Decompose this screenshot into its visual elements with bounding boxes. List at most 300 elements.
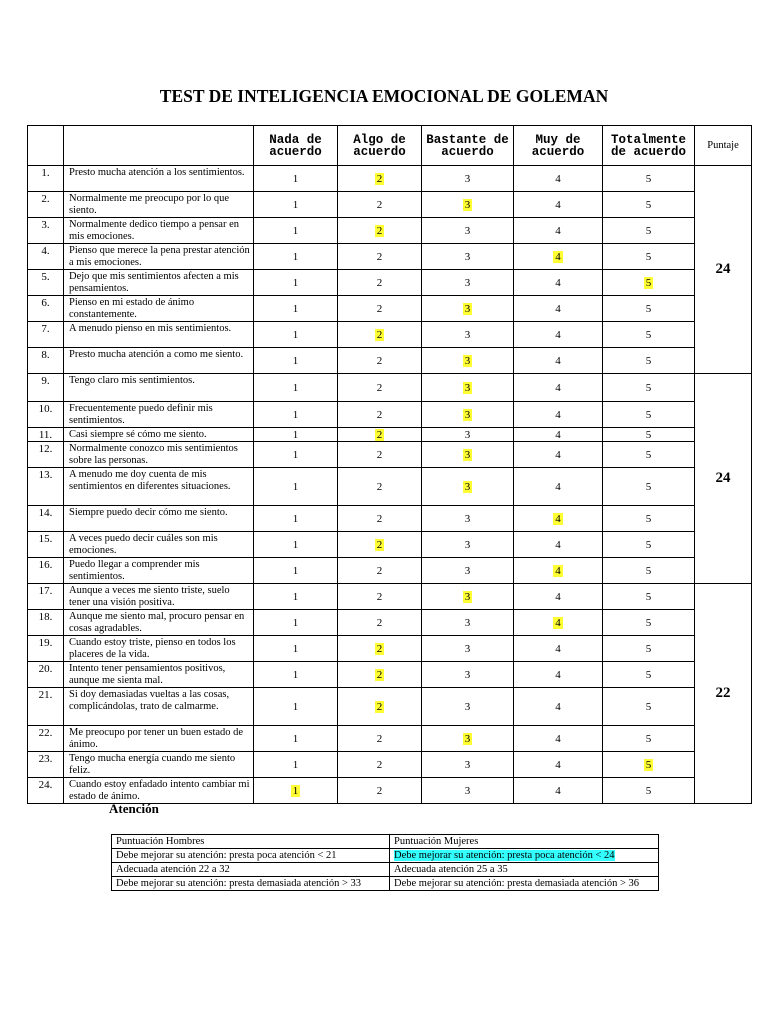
option-value: 4: [555, 758, 561, 771]
women-criterion-highlight: Debe mejorar su atención: presta poca atención < 24: [394, 850, 615, 861]
item-number: 11.: [28, 428, 64, 442]
item-statement: Puedo llegar a comprender mis sentimientos.: [64, 558, 254, 584]
item-number: 10.: [28, 402, 64, 428]
option-value: 4: [555, 354, 561, 367]
option-value: 2: [376, 512, 383, 525]
option-value: 4: [555, 590, 561, 603]
item-statement: Presto mucha atención a los sentimientos.: [64, 166, 254, 192]
option-value: 2: [376, 198, 383, 211]
option-cell[interactable]: [422, 558, 514, 584]
option-cell[interactable]: [422, 374, 514, 402]
option-value: 5: [645, 668, 652, 681]
option-cell[interactable]: [254, 428, 338, 442]
option-cell[interactable]: [254, 402, 338, 428]
option-cell[interactable]: [514, 468, 603, 506]
option-cell[interactable]: [514, 218, 603, 244]
item-row: [28, 322, 752, 348]
option-cell[interactable]: [338, 296, 422, 322]
option-cell[interactable]: [422, 468, 514, 506]
option-cell[interactable]: [338, 192, 422, 218]
option-cell[interactable]: [338, 166, 422, 192]
option-value: 4: [555, 732, 561, 745]
option-cell[interactable]: [338, 778, 422, 804]
option-cell[interactable]: [338, 374, 422, 402]
score-cell: 22: [695, 584, 752, 804]
option-value: 4: [555, 700, 561, 713]
option-value: 3: [464, 700, 471, 713]
option-cell[interactable]: [514, 348, 603, 374]
item-statement: Me preocupo por tener un buen estado de ánimo.: [64, 726, 254, 752]
selected-option: 4: [555, 564, 561, 577]
option-cell[interactable]: [603, 636, 695, 662]
option-value: 1: [292, 428, 299, 441]
option-cell[interactable]: [514, 532, 603, 558]
option-value: 4: [555, 198, 561, 211]
option-cell[interactable]: [603, 688, 695, 726]
option-cell[interactable]: [603, 752, 695, 778]
option-cell[interactable]: [603, 532, 695, 558]
option-value: 5: [645, 302, 652, 315]
option-value: 4: [555, 302, 561, 315]
option-value: 3: [464, 642, 471, 655]
option-value: 3: [464, 758, 471, 771]
item-row: [28, 752, 752, 778]
item-row: [28, 244, 752, 270]
women-criterion: [390, 849, 659, 863]
option-cell[interactable]: [514, 402, 603, 428]
option-value: 1: [292, 480, 299, 493]
option-value: 3: [464, 668, 471, 681]
option-cell[interactable]: [254, 688, 338, 726]
option-cell[interactable]: [514, 322, 603, 348]
option-cell[interactable]: [422, 442, 514, 468]
item-number: 22.: [28, 726, 64, 752]
option-cell[interactable]: [338, 584, 422, 610]
selected-option: 2: [376, 642, 383, 655]
option-cell[interactable]: [514, 662, 603, 688]
option-cell[interactable]: [514, 752, 603, 778]
option-value: 1: [292, 381, 299, 394]
option-value: 1: [292, 328, 299, 341]
option-value: 5: [645, 480, 652, 493]
reference-row: [112, 877, 659, 891]
item-number: 1.: [28, 166, 64, 192]
option-value: 4: [555, 328, 561, 341]
item-row: [28, 402, 752, 428]
option-cell[interactable]: [254, 270, 338, 296]
option-value: 2: [376, 590, 383, 603]
option-value: 5: [645, 448, 652, 461]
option-value: 1: [292, 564, 299, 577]
option-cell[interactable]: [514, 726, 603, 752]
option-value: 2: [376, 381, 383, 394]
item-statement: Siempre puedo decir cómo me siento.: [64, 506, 254, 532]
header-puntaje: Puntaje: [695, 126, 752, 166]
option-cell[interactable]: [254, 374, 338, 402]
selected-option: 3: [464, 480, 471, 493]
option-cell[interactable]: [422, 244, 514, 270]
option-cell[interactable]: [603, 662, 695, 688]
option-value: 5: [645, 408, 652, 421]
option-cell[interactable]: [338, 610, 422, 636]
header-number: [28, 126, 64, 166]
option-value: 5: [645, 590, 652, 603]
option-cell[interactable]: [422, 348, 514, 374]
option-value: 5: [645, 700, 652, 713]
item-statement: Normalmente conozco mis sentimientos sobre las personas.: [64, 442, 254, 468]
women-criterion: Debe mejorar su atención: presta demasiada atención > 36: [390, 877, 659, 891]
item-statement: Cuando estoy enfadado intento cambiar mi estado de ánimo.: [64, 778, 254, 804]
selected-option: 2: [376, 172, 383, 185]
option-cell[interactable]: [338, 688, 422, 726]
option-cell[interactable]: [603, 244, 695, 270]
item-number: 21.: [28, 688, 64, 726]
option-cell[interactable]: [603, 218, 695, 244]
option-cell[interactable]: [254, 322, 338, 348]
item-number: 5.: [28, 270, 64, 296]
option-value: 4: [555, 642, 561, 655]
option-cell[interactable]: [338, 506, 422, 532]
selected-option: 1: [292, 784, 299, 797]
option-cell[interactable]: [254, 726, 338, 752]
option-cell[interactable]: [422, 778, 514, 804]
option-cell[interactable]: [254, 636, 338, 662]
option-value: 5: [645, 250, 652, 263]
option-cell[interactable]: [338, 636, 422, 662]
option-cell[interactable]: [422, 402, 514, 428]
option-value: 4: [555, 448, 561, 461]
option-value: 5: [645, 198, 652, 211]
option-value: 3: [464, 428, 471, 441]
document-title: TEST DE INTELIGENCIA EMOCIONAL DE GOLEMAN: [159, 86, 609, 106]
option-value: 5: [645, 172, 652, 185]
option-cell[interactable]: [338, 468, 422, 506]
option-cell[interactable]: [514, 244, 603, 270]
option-value: 3: [464, 224, 471, 237]
option-cell[interactable]: [254, 244, 338, 270]
item-statement: Cuando estoy triste, pienso en todos los placeres de la vida.: [64, 636, 254, 662]
selected-option: 3: [464, 590, 471, 603]
selected-option: 3: [464, 448, 471, 461]
option-value: 1: [292, 408, 299, 421]
option-cell[interactable]: [603, 468, 695, 506]
option-cell[interactable]: [422, 752, 514, 778]
option-cell[interactable]: [603, 166, 695, 192]
item-number: 14.: [28, 506, 64, 532]
option-cell[interactable]: [254, 752, 338, 778]
option-cell[interactable]: [514, 166, 603, 192]
item-row: [28, 192, 752, 218]
option-value: 5: [645, 512, 652, 525]
option-value: 4: [555, 668, 561, 681]
selected-option: 4: [555, 616, 561, 629]
header-muy: Muy de acuerdo: [514, 126, 603, 166]
option-cell[interactable]: [338, 662, 422, 688]
option-cell[interactable]: [254, 584, 338, 610]
option-value: 1: [292, 642, 299, 655]
option-cell[interactable]: [603, 778, 695, 804]
selected-option: 3: [464, 354, 471, 367]
option-cell[interactable]: [422, 270, 514, 296]
option-cell[interactable]: [603, 192, 695, 218]
option-cell[interactable]: [422, 688, 514, 726]
selected-option: 3: [464, 732, 471, 745]
option-cell[interactable]: [514, 428, 603, 442]
item-row: [28, 428, 752, 442]
reference-table: [111, 834, 659, 891]
item-row: [28, 610, 752, 636]
option-value: 2: [376, 564, 383, 577]
option-cell[interactable]: [514, 778, 603, 804]
reference-row: [112, 849, 659, 863]
header-statement: [64, 126, 254, 166]
item-number: 15.: [28, 532, 64, 558]
option-cell[interactable]: [603, 558, 695, 584]
option-cell[interactable]: [514, 558, 603, 584]
option-cell[interactable]: [254, 218, 338, 244]
item-row: [28, 584, 752, 610]
option-cell[interactable]: [422, 322, 514, 348]
option-value: 1: [292, 668, 299, 681]
option-value: 3: [464, 538, 471, 551]
option-cell[interactable]: [514, 192, 603, 218]
option-cell[interactable]: [422, 218, 514, 244]
option-cell[interactable]: [422, 296, 514, 322]
option-cell[interactable]: [254, 662, 338, 688]
selected-option: 5: [645, 758, 652, 771]
option-cell[interactable]: [338, 218, 422, 244]
item-row: [28, 688, 752, 726]
option-cell[interactable]: [422, 506, 514, 532]
header-totalmente: Totalmente de acuerdo: [603, 126, 695, 166]
selected-option: 5: [645, 276, 652, 289]
option-value: 1: [292, 198, 299, 211]
header-nada: Nada de acuerdo: [254, 126, 338, 166]
option-value: 4: [555, 784, 561, 797]
item-row: [28, 270, 752, 296]
option-cell[interactable]: [603, 374, 695, 402]
option-cell[interactable]: [603, 270, 695, 296]
option-value: 3: [464, 328, 471, 341]
option-value: 2: [376, 784, 383, 797]
option-cell[interactable]: [514, 688, 603, 726]
option-value: 4: [555, 538, 561, 551]
option-cell[interactable]: [603, 348, 695, 374]
item-row: [28, 442, 752, 468]
option-value: 3: [464, 564, 471, 577]
option-cell[interactable]: [603, 506, 695, 532]
item-number: 24.: [28, 778, 64, 804]
option-cell[interactable]: [254, 442, 338, 468]
option-cell[interactable]: [254, 296, 338, 322]
item-number: 17.: [28, 584, 64, 610]
option-value: 3: [464, 172, 471, 185]
option-value: 5: [645, 642, 652, 655]
option-value: 3: [464, 784, 471, 797]
item-row: [28, 374, 752, 402]
option-value: 2: [376, 480, 383, 493]
item-number: 7.: [28, 322, 64, 348]
option-value: 2: [376, 302, 383, 315]
option-cell[interactable]: [338, 442, 422, 468]
option-value: 5: [645, 224, 652, 237]
option-value: 5: [645, 428, 652, 441]
option-value: 2: [376, 758, 383, 771]
option-value: 3: [464, 512, 471, 525]
item-statement: Dejo que mis sentimientos afecten a mis pensamientos.: [64, 270, 254, 296]
item-statement: Si doy demasiadas vueltas a las cosas, complicándolas, trato de calmarme.: [64, 688, 254, 726]
option-cell[interactable]: [338, 428, 422, 442]
item-row: [28, 662, 752, 688]
option-cell[interactable]: [338, 726, 422, 752]
option-cell[interactable]: [514, 506, 603, 532]
item-row: [28, 506, 752, 532]
option-value: 4: [555, 428, 561, 441]
option-cell[interactable]: [514, 270, 603, 296]
item-statement: Pienso en mi estado de ánimo constantemente.: [64, 296, 254, 322]
reference-row: [112, 863, 659, 877]
option-value: 2: [376, 354, 383, 367]
option-value: 3: [464, 250, 471, 263]
option-value: 1: [292, 538, 299, 551]
option-value: 5: [645, 354, 652, 367]
option-value: 1: [292, 448, 299, 461]
questionnaire-table: [27, 125, 752, 804]
item-statement: Casi siempre sé cómo me siento.: [64, 428, 254, 442]
option-cell[interactable]: [338, 532, 422, 558]
option-cell[interactable]: [603, 610, 695, 636]
option-cell[interactable]: [514, 296, 603, 322]
option-value: 2: [376, 616, 383, 629]
item-number: 9.: [28, 374, 64, 402]
option-cell[interactable]: [603, 726, 695, 752]
option-cell[interactable]: [422, 610, 514, 636]
item-number: 18.: [28, 610, 64, 636]
option-value: 5: [645, 616, 652, 629]
option-cell[interactable]: [338, 270, 422, 296]
item-number: 12.: [28, 442, 64, 468]
item-statement: Tengo mucha energía cuando me siento feliz.: [64, 752, 254, 778]
option-cell[interactable]: [254, 468, 338, 506]
option-cell[interactable]: [603, 428, 695, 442]
option-cell[interactable]: [514, 374, 603, 402]
option-value: 4: [555, 276, 561, 289]
option-cell[interactable]: [422, 428, 514, 442]
option-cell[interactable]: [514, 610, 603, 636]
item-row: [28, 218, 752, 244]
item-number: 13.: [28, 468, 64, 506]
selected-option: 2: [376, 538, 383, 551]
women-criterion: Adecuada atención 25 a 35: [390, 863, 659, 877]
option-cell[interactable]: [603, 296, 695, 322]
option-value: 5: [645, 784, 652, 797]
section-label: Atención: [109, 801, 159, 816]
option-value: 1: [292, 354, 299, 367]
item-statement: Normalmente dedico tiempo a pensar en mis emociones.: [64, 218, 254, 244]
option-value: 4: [555, 480, 561, 493]
option-cell[interactable]: [422, 192, 514, 218]
item-row: [28, 532, 752, 558]
item-statement: A veces puedo decir cuáles son mis emociones.: [64, 532, 254, 558]
item-number: 3.: [28, 218, 64, 244]
women-header: Puntuación Mujeres: [390, 835, 659, 849]
men-header: Puntuación Hombres: [112, 835, 390, 849]
selected-option: 4: [555, 250, 561, 263]
option-cell[interactable]: [254, 610, 338, 636]
option-value: 4: [555, 172, 561, 185]
selected-option: 2: [376, 428, 383, 441]
item-statement: Tengo claro mis sentimientos.: [64, 374, 254, 402]
item-number: 4.: [28, 244, 64, 270]
item-number: 20.: [28, 662, 64, 688]
selected-option: 2: [376, 224, 383, 237]
option-cell[interactable]: [422, 532, 514, 558]
selected-option: 2: [376, 328, 383, 341]
option-cell[interactable]: [254, 532, 338, 558]
option-cell[interactable]: [338, 558, 422, 584]
option-value: 1: [292, 250, 299, 263]
option-cell[interactable]: [422, 166, 514, 192]
option-cell[interactable]: [422, 584, 514, 610]
item-number: 19.: [28, 636, 64, 662]
men-criterion: Debe mejorar su atención: presta demasiada atención > 33: [112, 877, 390, 891]
option-cell[interactable]: [514, 584, 603, 610]
item-statement: Pienso que merece la pena prestar atención a mis emociones.: [64, 244, 254, 270]
option-cell[interactable]: [422, 662, 514, 688]
item-statement: Normalmente me preocupo por lo que siento.: [64, 192, 254, 218]
option-value: 1: [292, 224, 299, 237]
item-row: [28, 166, 752, 192]
option-cell[interactable]: [254, 166, 338, 192]
item-statement: Aunque a veces me siento triste, suelo tener una visión positiva.: [64, 584, 254, 610]
item-statement: Frecuentemente puedo definir mis sentimientos.: [64, 402, 254, 428]
option-cell[interactable]: [254, 778, 338, 804]
item-row: [28, 348, 752, 374]
option-value: 1: [292, 758, 299, 771]
item-statement: Intento tener pensamientos positivos, aunque me sienta mal.: [64, 662, 254, 688]
option-cell[interactable]: [338, 322, 422, 348]
men-criterion: Adecuada atención 22 a 32: [112, 863, 390, 877]
option-cell[interactable]: [254, 348, 338, 374]
option-value: 1: [292, 616, 299, 629]
option-cell[interactable]: [422, 636, 514, 662]
option-value: 5: [645, 381, 652, 394]
item-row: [28, 636, 752, 662]
option-cell[interactable]: [603, 442, 695, 468]
option-value: 5: [645, 538, 652, 551]
header-bastante: Bastante de acuerdo: [422, 126, 514, 166]
option-value: 3: [464, 616, 471, 629]
option-cell[interactable]: [603, 402, 695, 428]
option-cell[interactable]: [254, 192, 338, 218]
option-cell[interactable]: [254, 506, 338, 532]
option-cell[interactable]: [603, 322, 695, 348]
option-cell[interactable]: [338, 402, 422, 428]
option-value: 4: [555, 224, 561, 237]
option-value: 3: [464, 276, 471, 289]
option-cell[interactable]: [514, 442, 603, 468]
option-value: 1: [292, 512, 299, 525]
option-cell[interactable]: [338, 348, 422, 374]
option-cell[interactable]: [514, 636, 603, 662]
option-cell[interactable]: [338, 752, 422, 778]
option-cell[interactable]: [603, 584, 695, 610]
item-row: [28, 296, 752, 322]
option-cell[interactable]: [254, 558, 338, 584]
option-cell[interactable]: [422, 726, 514, 752]
item-row: [28, 726, 752, 752]
option-cell[interactable]: [338, 244, 422, 270]
